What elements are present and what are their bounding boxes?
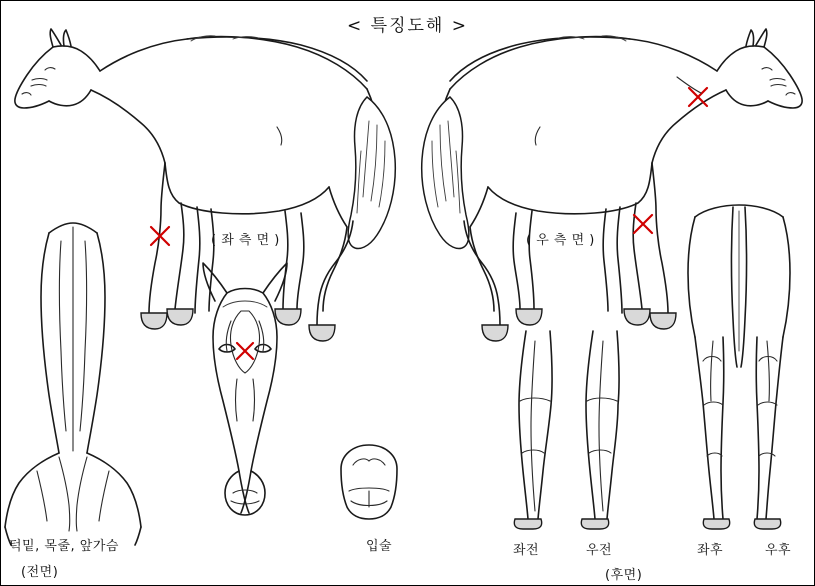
mark-right-neck [689, 88, 707, 106]
label-left-hind-leg: 좌후 [697, 543, 724, 558]
label-left-side-view: ( 좌 측 면 ) [211, 233, 280, 248]
mark-left-foreleg [151, 227, 169, 245]
muzzle-view-drawing [341, 445, 397, 519]
head-front-view-drawing [203, 263, 287, 515]
label-left-front-leg: 좌전 [513, 543, 540, 558]
horse-diagram-artwork [1, 1, 815, 586]
mark-right-foreleg [634, 215, 652, 233]
label-muzzle: 입술 [366, 539, 393, 554]
page-title: < 특징도해 > [347, 16, 468, 36]
rear-view-front-legs-drawing [514, 331, 619, 529]
label-front-view: (전면) [21, 565, 59, 580]
label-rear-view: (후면) [605, 568, 643, 583]
right-side-horse-drawing [422, 29, 802, 341]
label-right-side-view: ( 우 측 면 ) [526, 233, 595, 248]
label-right-front-leg: 우전 [586, 543, 613, 558]
rear-view-hindquarters-drawing [688, 205, 790, 529]
mark-head-star [237, 343, 253, 359]
label-right-hind-leg: 우후 [765, 543, 792, 558]
left-side-horse-drawing [15, 29, 395, 341]
label-front-view-parts: 턱밑, 목줄, 앞가슴 [9, 539, 119, 554]
front-view-horse-drawing [5, 223, 141, 545]
